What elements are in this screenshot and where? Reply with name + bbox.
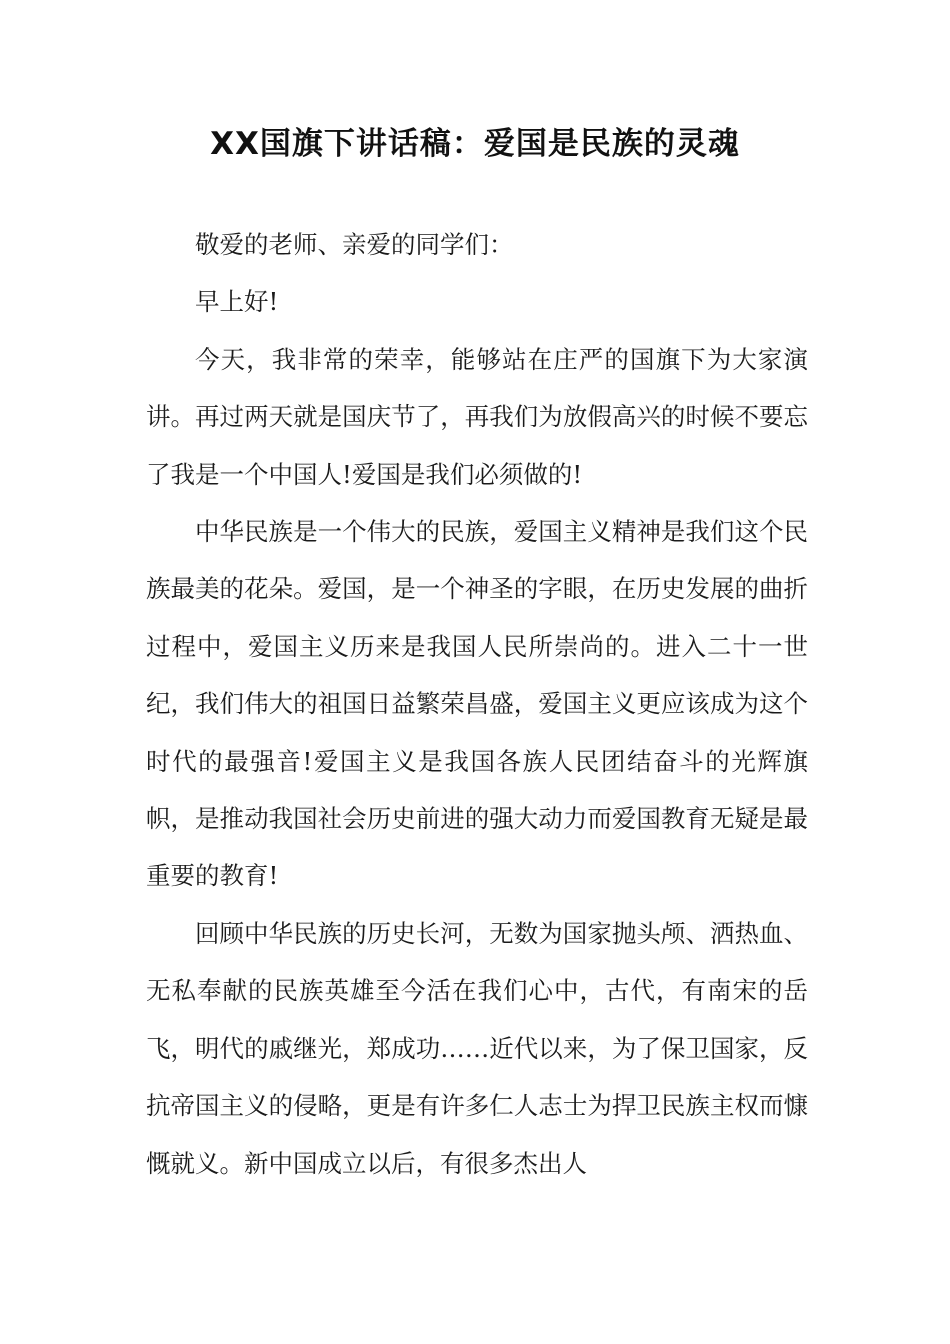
body-paragraph: 今天，我非常的荣幸，能够站在庄严的国旗下为大家演讲。再过两天就是国庆节了，再我们为放假高兴的时候不要忘了我是一个中国人!爱国是我们必须做的! <box>146 344 808 489</box>
body-paragraph: 中华民族是一个伟大的民族，爱国主义精神是我们这个民族最美的花朵。爱国，是一个神圣的字眼，在历史发展的曲折过程中，爱国主义历来是我国人民所崇尚的。进入二十一世纪，我们伟大的祖国日益繁荣昌盛，爱国主义更应该成为这个时代的最强音!爱国主义是我国各族人民团结奋斗的光辉旗帜，是推动我国社会历史前进的强大动力而爱国教育无疑是最重要的教育! <box>146 517 808 891</box>
morning-paragraph: 早上好! <box>195 287 279 317</box>
greeting-paragraph: 敬爱的老师、亲爱的同学们： <box>195 230 514 259</box>
document-title: XX国旗下讲话稿：爱国是民族的灵魂 <box>210 126 740 162</box>
document-body <box>146 216 808 1192</box>
body-paragraph: 回顾中华民族的历史长河，无数为国家抛头颅、洒热血、无私奉献的民族英雄至今活在我们心中，古代，有南宋的岳飞，明代的戚继光，郑成功……近代以来，为了保卫国家，反抗帝国主义的侵略，更是有许多仁人志士为捍卫民族主权而慷慨就义。新中国成立以后，有很多杰出人 <box>146 918 808 1178</box>
